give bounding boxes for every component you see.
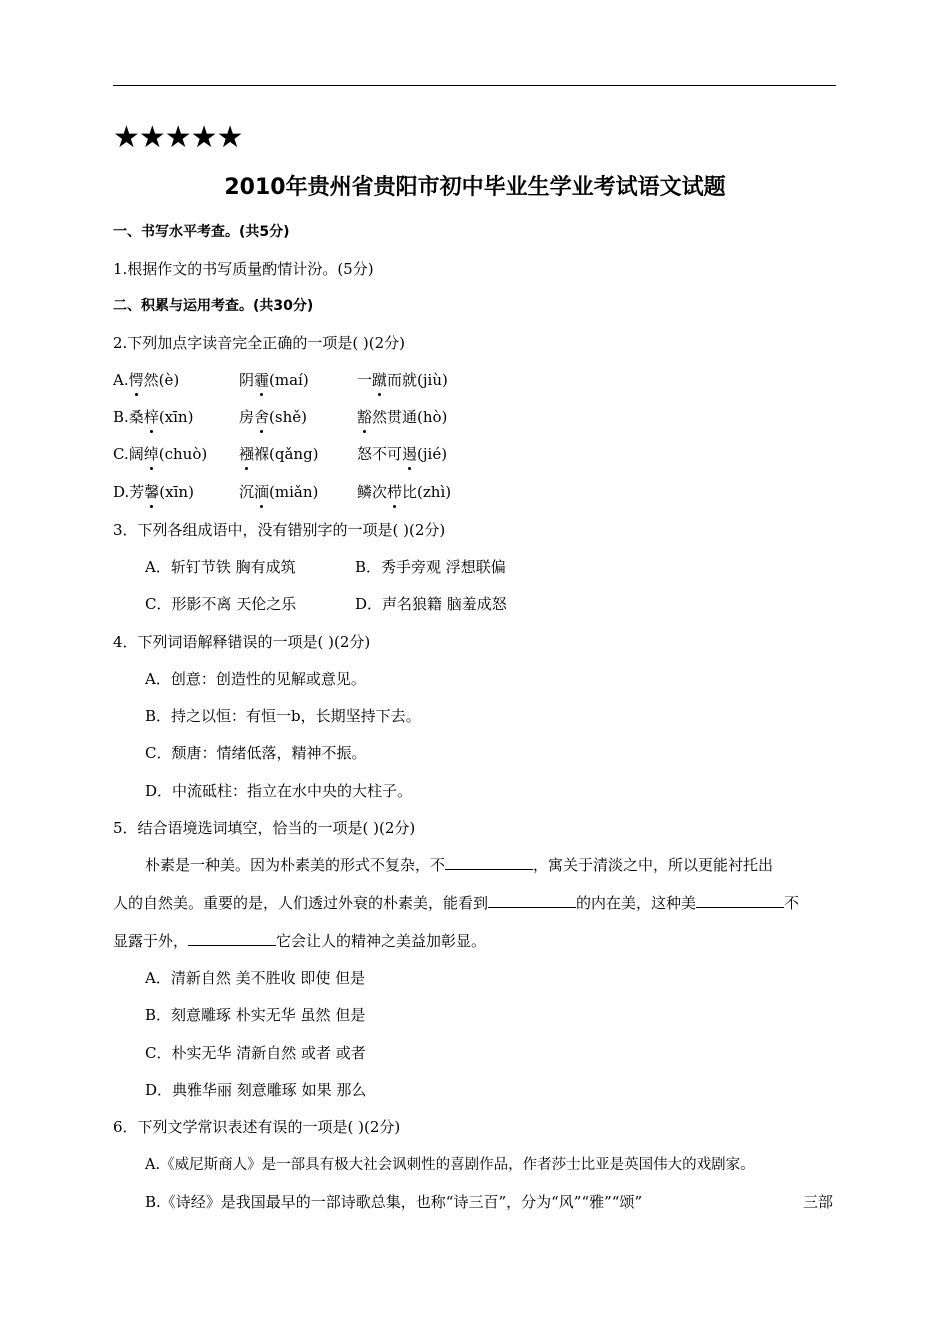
question-5-passage-line-1 xyxy=(145,853,773,877)
option-label: A. xyxy=(113,371,129,389)
question-2-option-item xyxy=(113,442,207,466)
option-text: B.《诗经》是我国最早的一部诗歌总集，也称“诗三百”，分为“风”“雅”“颂” xyxy=(145,1193,643,1211)
option-text: (xīn) xyxy=(158,408,194,426)
section-2-heading: 二、积累与运用考查。(共30分) xyxy=(113,298,314,314)
option-text: 阴 xyxy=(239,371,255,389)
option-text: 比(zhì) xyxy=(402,483,452,501)
option-text: 房 xyxy=(239,408,255,426)
question-6-option-b xyxy=(145,1190,642,1214)
passage-text: 朴素是一种美。因为朴素美的形式不复杂，不 xyxy=(145,856,446,874)
question-2-option-item xyxy=(239,368,309,392)
question-4-option-a: A．创意：创造性的见解或意见。 xyxy=(145,670,366,688)
question-2-option-item xyxy=(113,405,193,429)
dotted-character: 湎 xyxy=(254,480,269,504)
question-2-option-item xyxy=(239,480,318,504)
question-5-option-c: C．朴实无华 清新自然 或者 或者 xyxy=(145,1044,366,1062)
question-6-stem: 6．下列文学常识表述有误的一项是( )(2分) xyxy=(113,1118,401,1136)
passage-text: 显露于外， xyxy=(113,932,189,950)
question-2-option-item xyxy=(357,405,447,429)
section-1-heading: 一、书写水平考查。(共5分) xyxy=(113,224,290,240)
fill-blank-4 xyxy=(188,931,276,946)
question-3-option-a: A．斩钉节铁 胸有成筑 xyxy=(145,558,296,576)
dotted-character: 襁 xyxy=(239,442,254,466)
option-text: (chuò) xyxy=(158,445,208,463)
question-3-option-d: D．声名狼籍 脑羞成怒 xyxy=(355,595,507,613)
question-4-stem: 4．下列词语解释错误的一项是( )(2分) xyxy=(113,633,371,651)
question-3-option-b: B．秀手旁观 浮想联偏 xyxy=(355,558,506,576)
question-6-option-b-end: 三部 xyxy=(803,1193,834,1211)
question-4-option-d: D．中流砥柱：指立在水中央的大柱子。 xyxy=(145,782,413,800)
question-2-option-item xyxy=(113,368,179,392)
question-4-option-c: C．颓唐：情绪低落，精神不振。 xyxy=(145,744,367,762)
question-2-option-item xyxy=(113,480,194,504)
dotted-character: 栉 xyxy=(387,480,402,504)
question-2-option-item xyxy=(239,405,307,429)
star-rating: ★★★★★ xyxy=(113,120,243,155)
question-5-option-a: A．清新自然 美不胜收 即使 但是 xyxy=(145,969,366,987)
question-4-option-b: B．持之以恒：有恒一b，长期坚持下去。 xyxy=(145,707,421,725)
dotted-character: 舍 xyxy=(254,405,269,429)
question-3-stem: 3．下列各组成语中，没有错别字的一项是( )(2分) xyxy=(113,521,446,539)
option-text: 褓(qǎng) xyxy=(254,445,319,463)
question-5-passage-line-2 xyxy=(113,891,799,915)
passage-text: 的内在美，这种美 xyxy=(576,894,697,912)
question-3-option-c: C．形影不离 天伦之乐 xyxy=(145,595,297,613)
option-text: 而就(jiù) xyxy=(387,371,448,389)
option-text: 一 xyxy=(357,371,373,389)
fill-blank-2 xyxy=(488,893,576,908)
question-2-option-item xyxy=(239,442,319,466)
option-text: (jié) xyxy=(417,445,448,463)
header-rule xyxy=(113,85,836,86)
question-5-stem: 5．结合语境选词填空，恰当的一项是( )(2分) xyxy=(113,819,416,837)
option-text: 芳 xyxy=(129,483,145,501)
fill-blank-1 xyxy=(445,855,533,870)
question-1: 1.根据作文的书写质量酌情计汾。(5分) xyxy=(113,260,374,278)
question-2-option-item xyxy=(357,480,451,504)
passage-text: ，寓关于清淡之中，所以更能衬托出 xyxy=(533,856,774,874)
dotted-character: 愕 xyxy=(129,368,144,392)
option-label: D. xyxy=(113,483,130,501)
question-5-passage-line-3 xyxy=(113,929,486,953)
question-5-option-d: D．典雅华丽 刻意雕琢 如果 那么 xyxy=(145,1081,367,1099)
question-2-option-item xyxy=(357,442,447,466)
page-title: 2010年贵州省贵阳市初中毕业生学业考试语文试题 xyxy=(224,175,726,200)
question-2-stem: 2.下列加点字读音完全正确的一项是( )(2分) xyxy=(113,334,406,352)
passage-text: 它会让人的精神之美益加彰显。 xyxy=(276,932,487,950)
question-6-option-a: A.《威尼斯商人》是一部具有极大社会讽刺性的喜剧作品，作者莎士比亚是英国伟大的戏剧家。 xyxy=(145,1157,755,1173)
option-text: 怒不可 xyxy=(357,445,403,463)
dotted-character: 馨 xyxy=(144,480,159,504)
dotted-character: 绰 xyxy=(144,442,159,466)
dotted-character: 蹴 xyxy=(372,368,387,392)
option-text: 沉 xyxy=(239,483,255,501)
option-text: 桑 xyxy=(128,408,144,426)
fill-blank-3 xyxy=(696,893,784,908)
option-text: 鳞次 xyxy=(357,483,388,501)
option-text: (shě) xyxy=(269,408,307,426)
option-text: 然(è) xyxy=(143,371,180,389)
dotted-character: 豁 xyxy=(357,405,372,429)
option-text: 然贯通(hò) xyxy=(372,408,448,426)
question-5-option-b: B．刻意雕琢 朴实无华 虽然 但是 xyxy=(145,1006,366,1024)
option-text: 阔 xyxy=(128,445,144,463)
option-text: (miǎn) xyxy=(269,483,319,501)
passage-text: 不 xyxy=(784,894,800,912)
dotted-character: 遏 xyxy=(402,442,417,466)
passage-text: 人的自然美。重要的是，人们透过外衰的朴素美，能看到 xyxy=(113,894,489,912)
question-2-option-item xyxy=(357,368,448,392)
option-label: B. xyxy=(113,408,129,426)
option-text: (maí) xyxy=(269,371,309,389)
option-text: (xīn) xyxy=(159,483,194,501)
dotted-character: 霾 xyxy=(254,368,269,392)
option-label: C. xyxy=(113,445,129,463)
dotted-character: 梓 xyxy=(144,405,159,429)
